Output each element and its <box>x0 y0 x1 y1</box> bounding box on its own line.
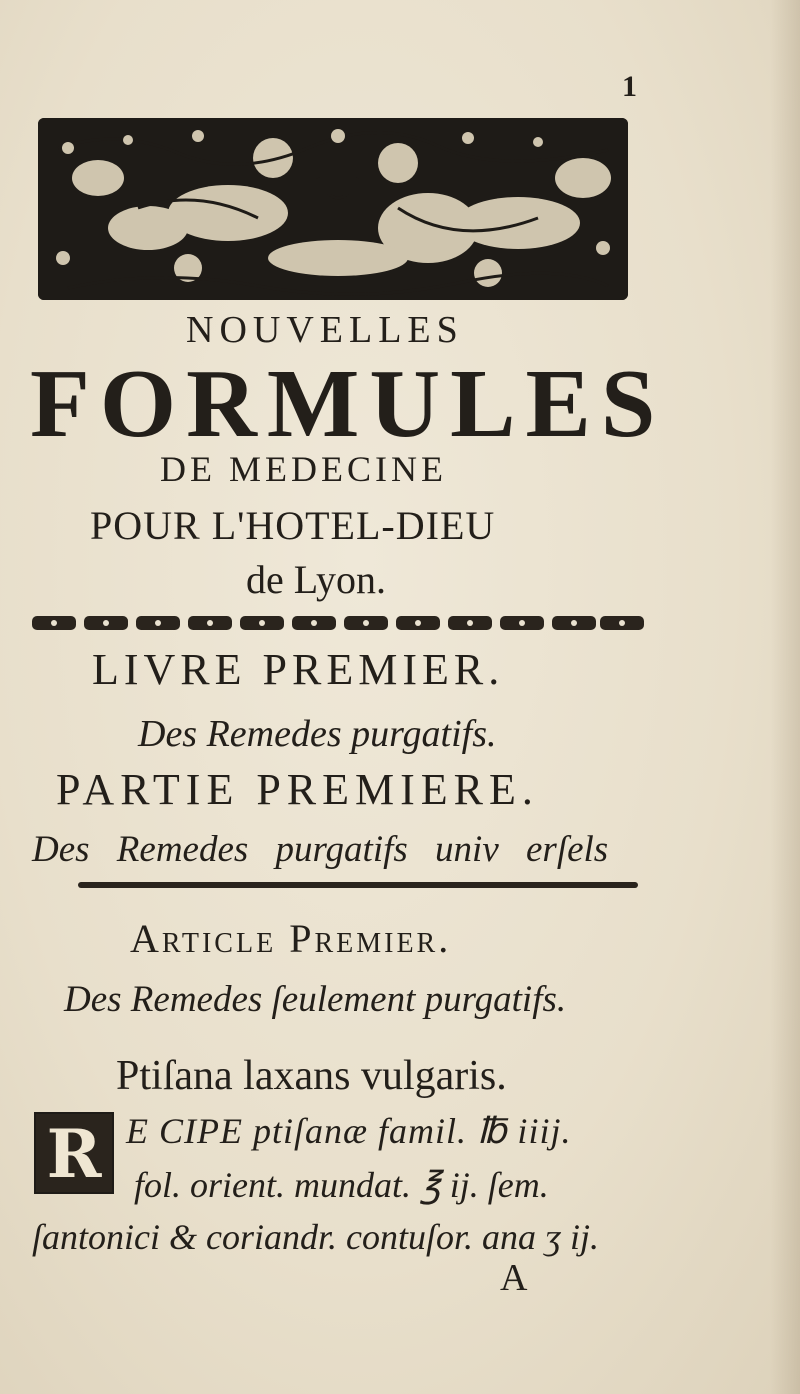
horizontal-rule <box>78 882 638 888</box>
recipe-line-2: fol. orient. mundat. ℥ ij. ſem. <box>134 1165 549 1205</box>
title-nouvelles: NOUVELLES <box>186 309 464 351</box>
fleuron-row <box>32 612 644 634</box>
title-formules: FORMULES <box>30 350 666 458</box>
historiated-initial <box>34 1112 114 1194</box>
dropcap-letter: R <box>46 1115 102 1193</box>
page-edge-shadow <box>770 0 800 1394</box>
part-heading: PARTIE PREMIERE. <box>56 765 539 814</box>
title-de-lyon: de Lyon. <box>246 557 386 602</box>
part-subtitle: Des Remedes purgatifs univ erſels <box>32 829 609 870</box>
signature-mark: A <box>500 1257 528 1299</box>
woodcut-headpiece <box>38 118 628 300</box>
recipe-line-3: ſantonici & coriandr. contuſor. ana ʒ ij. <box>32 1217 599 1257</box>
title-de-medecine: DE MEDECINE <box>160 449 447 489</box>
title-pour-hotel-dieu: POUR L'HOTEL-DIEU <box>90 503 496 548</box>
recipe-title: Ptiſana laxans vulgaris. <box>116 1053 507 1099</box>
recipe-line-1: E CIPE ptiſanæ famil. ℔ iiij. <box>126 1111 572 1151</box>
article-subtitle: Des Remedes ſeulement purgatifs. <box>64 979 567 1020</box>
page-number: 1 <box>622 70 637 103</box>
article-heading: Article Premier. <box>130 916 452 961</box>
book-heading: LIVRE PREMIER. <box>92 645 505 694</box>
book-subtitle: Des Remedes purgatifs. <box>138 713 497 755</box>
